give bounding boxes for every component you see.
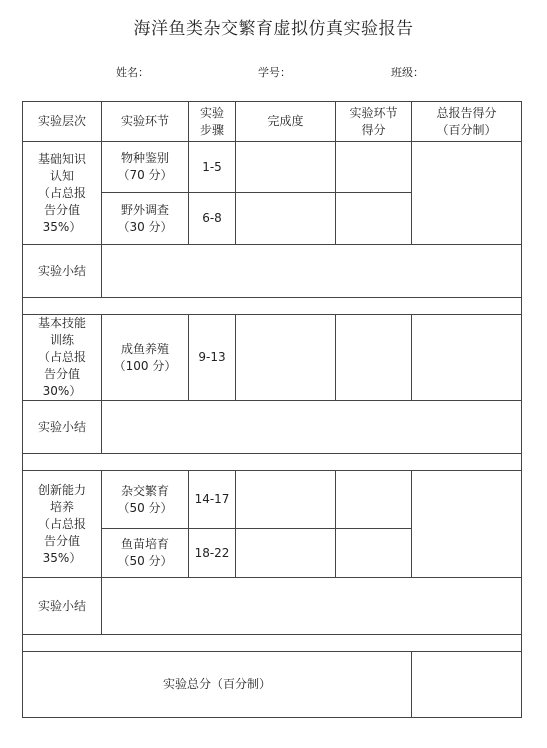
spacer-cell xyxy=(23,635,522,652)
steps-cell: 6-8 xyxy=(189,193,236,245)
spacer-cell xyxy=(23,454,522,471)
completion-cell[interactable] xyxy=(236,193,336,245)
header-total-score: 总报告得分 （百分制） xyxy=(412,102,522,142)
total-score-cell[interactable] xyxy=(412,471,522,578)
summary-row xyxy=(23,578,522,635)
total-score-cell[interactable] xyxy=(412,315,522,401)
stage-score-cell[interactable] xyxy=(336,471,412,529)
spacer-row xyxy=(23,298,522,315)
total-row xyxy=(23,652,522,718)
total-score-cell[interactable] xyxy=(412,142,522,245)
steps-cell: 14-17 xyxy=(189,471,236,529)
summary-row xyxy=(23,245,522,298)
spacer-row xyxy=(23,454,522,471)
completion-cell[interactable] xyxy=(236,529,336,578)
steps-cell: 9-13 xyxy=(189,315,236,401)
stage-cell: 物种鉴别 （70 分） xyxy=(102,142,189,193)
summary-label: 实验小结 xyxy=(23,245,102,298)
stage-score-cell[interactable] xyxy=(336,529,412,578)
header-completion: 完成度 xyxy=(236,102,336,142)
stage-cell: 野外调查 （30 分） xyxy=(102,193,189,245)
completion-cell[interactable] xyxy=(236,315,336,401)
header-stage: 实验环节 xyxy=(102,102,189,142)
section-level-cell: 基本技能 训练 （占总报 告分值 30%） xyxy=(23,315,102,401)
header-level: 实验层次 xyxy=(23,102,102,142)
summary-input-cell[interactable] xyxy=(102,245,522,298)
stage-score-cell[interactable] xyxy=(336,193,412,245)
spacer-row xyxy=(23,635,522,652)
stage-cell: 鱼苗培育 （50 分） xyxy=(102,529,189,578)
stage-score-cell[interactable] xyxy=(336,315,412,401)
stage-cell: 成鱼养殖 （100 分） xyxy=(102,315,189,401)
total-label-cell: 实验总分（百分制） xyxy=(23,652,412,718)
table-row xyxy=(23,315,522,401)
header-steps: 实验 步骤 xyxy=(189,102,236,142)
section-level-cell: 创新能力 培养 （占总报 告分值 35%） xyxy=(23,471,102,578)
stage-cell: 杂交繁育 （50 分） xyxy=(102,471,189,529)
steps-cell: 18-22 xyxy=(189,529,236,578)
section-level-cell: 基础知识 认知 （占总报 告分值 35%） xyxy=(23,142,102,245)
summary-input-cell[interactable] xyxy=(102,578,522,635)
header-row xyxy=(23,102,522,142)
summary-row xyxy=(23,401,522,454)
summary-label: 实验小结 xyxy=(23,401,102,454)
class-label: 班级： xyxy=(391,66,424,79)
student-id-label: 学号： xyxy=(258,66,291,79)
summary-input-cell[interactable] xyxy=(102,401,522,454)
report-title: 海洋鱼类杂交繁育虚拟仿真实验报告 xyxy=(133,19,414,39)
steps-cell: 1-5 xyxy=(189,142,236,193)
summary-label: 实验小结 xyxy=(23,578,102,635)
spacer-cell xyxy=(23,298,522,315)
stage-score-cell[interactable] xyxy=(336,142,412,193)
completion-cell[interactable] xyxy=(236,471,336,529)
name-label: 姓名： xyxy=(116,66,149,79)
header-stage-score: 实验环节 得分 xyxy=(336,102,412,142)
table-row xyxy=(23,471,522,529)
report-table xyxy=(22,101,522,718)
completion-cell[interactable] xyxy=(236,142,336,193)
table-row xyxy=(23,142,522,193)
total-value-cell[interactable] xyxy=(412,652,522,718)
